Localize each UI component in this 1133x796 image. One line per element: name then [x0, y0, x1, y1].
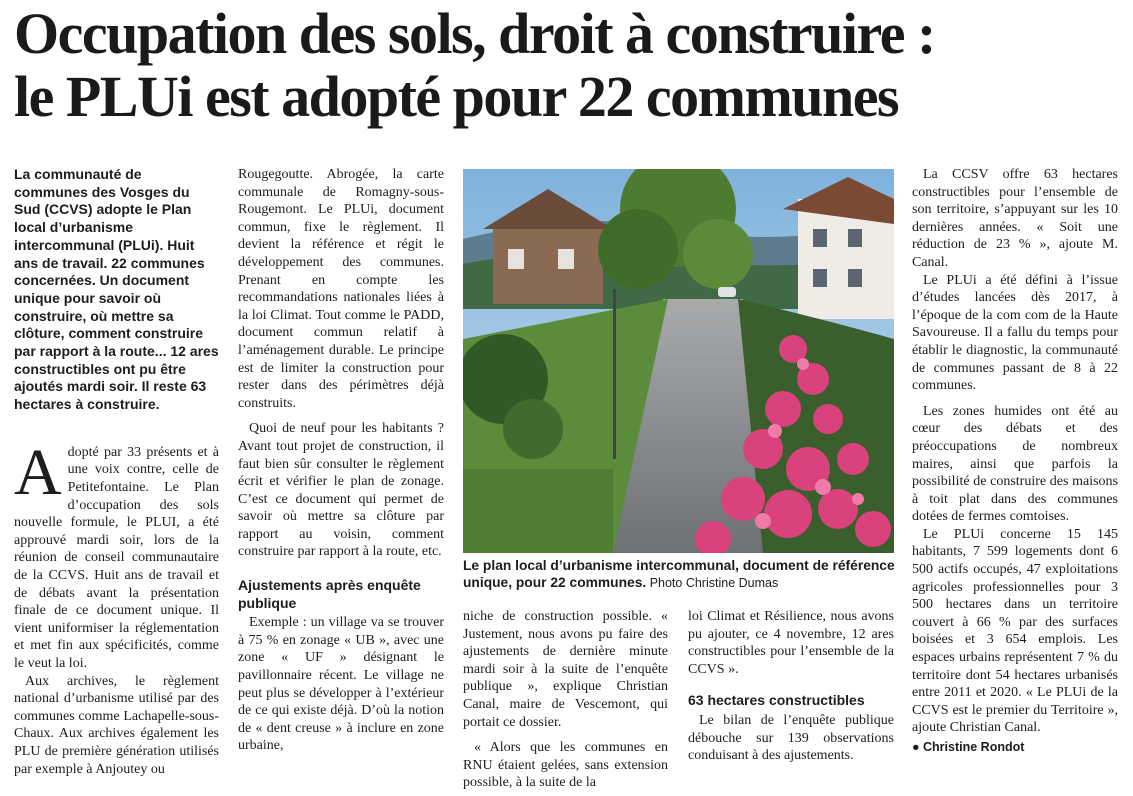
paragraph: niche de construction possible. « Justement, nous avons pu faire des ajustements de dernière minute mardi soir à la suite de l’enquête publique », explique Christian Canal, maire de Vescemont, qui portait ce dossier. — [463, 609, 668, 730]
dropcap: A — [14, 435, 62, 509]
paragraph: Aux archives, le règlement national d’urbanisme utilisé par des communes comme Lachapelle-sous-Chaux. Aux archives également les PLU de première génération utilisés par exemple à Anjoutey ou — [14, 673, 219, 777]
column-4 — [688, 608, 894, 765]
paragraph: Exemple : un village va se trouver à 75 % en zonage « UB », avec une zone « UF » désignant le pavillonnaire récent. Le village ne peut plus se développer à l’extérieur de ce qui existe déjà. D’où la notion de « dent creuse » à inclure en zone urbaine, — [238, 615, 444, 754]
photo-credit: Photo Christine Dumas — [649, 576, 779, 590]
paragraph: Le bilan de l’enquête publique débouche sur 139 observations conduisant à des ajustements. — [688, 712, 894, 764]
paragraph: « Alors que les communes en RNU étaient gelées, sans extension possible, à la suite de la — [463, 740, 668, 791]
chapo: La communauté de communes des Vosges du Sud (CCVS) adopte le Plan local d’urbanisme intercommunal (PLUi). Huit ans de travail. 22 communes concernées. Un document unique pour savoir où construire, où mettre sa clôture, comment construire par rapport à la route... 12 ares constructibles ont pu être ajoutés mardi soir. Il reste 63 hectares à construire. — [14, 166, 219, 413]
column-2 — [238, 166, 444, 755]
photo-caption — [463, 557, 895, 592]
paragraph: loi Climat et Résilience, nous avons pu ajouter, ce 4 novembre, 12 ares constructibles pour l’ensemble de la CCVS ». — [688, 609, 894, 677]
article-photo — [463, 169, 894, 553]
headline-line-2: le PLUi est adopté pour 22 communes — [14, 64, 899, 129]
column-3 — [463, 608, 668, 792]
subhead-hectares: 63 hectares constructibles — [688, 692, 865, 709]
headline-line-1: Occupation des sols, droit à construire : — [14, 1, 935, 66]
headline — [14, 2, 1124, 128]
paragraph: Quoi de neuf pour les habitants ? Avant tout projet de construction, il faut bien sûr consulter le règlement écrit et vérifier le plan de zonage. C’est ce document qui permet de savoir où mettre sa clôture par rapport au voisin, comment construire par rapport à la route, etc. — [238, 421, 444, 560]
caption-text: Le plan local d’urbanisme intercommunal, document de référence unique, pour 22 communes. — [463, 558, 895, 590]
paragraph: Rougegoutte. Abrogée, la carte communale de Romagny-sous-Rougemont. Le PLUi, document commun, fixe le règlement. Il devient la référence et régit le développement des communes. Prenant en compte les recommandations nationales liées à la loi Climat. Tout comme le PADD, document commun relatif à l’aménagement durable. Le principe est de limiter la construction pour rester dans des périmètres déjà construits. — [238, 167, 444, 411]
lead-paragraph: Adopté par 33 présents et à une voix contre, celle de Petitefontaine. Le Plan d’occupation des sols nouvelle formule, le PLUI, a été approuvé mardi soir, lors de la réunion de conseil communautaire de la CCVS. Huit ans de travail et de débats avant la présentation finale de ce document unique. Il vient uniformiser la réglementation et met fin aux spécificités, comme le veut la loi. — [14, 435, 219, 671]
paragraph: La CCSV offre 63 hectares constructibles pour l’ensemble de son territoire, s’appuyant sur les 10 dernières années. « Soit une réduction de 23 % », ajoute M. Canal. — [912, 167, 1118, 270]
paragraph: Le PLUi concerne 15 145 habitants, 7 599 logements dont 6 500 actifs occupés, 47 exploitations agricoles professionnelles pour 3 500 hectares dans un territoire couvert à 66 % par des surfaces boisées et 3 654 emplois. Les espaces urbains représentent 7 % du territoire dont 54 hectares urbanisés entre 2011 et 2020. « Le PLUi de la CCVS est le premier du Territoire », ajoute Christian Canal. — [912, 526, 1118, 736]
paragraph: Le PLUi a été défini à l’issue d’études lancées dès 2017, à l’époque de la com com de la Haute Savoureuse. Il a fallu du temps pour établir le diagnostic, la communauté de communes passant de 8 à 22 communes. — [912, 272, 1118, 394]
column-5 — [912, 166, 1118, 757]
column-1 — [14, 166, 219, 778]
paragraph: Les zones humides ont été au cœur des débats et des préoccupations de nombreux maires, ainsi que parfois la possibilité de construire des maisons à toit plat dans des communes dotées de fermes comtoises. — [912, 403, 1118, 525]
subhead-ajustements: Ajustements après enquête publique — [238, 577, 421, 611]
byline: ● Christine Rondot — [912, 740, 1025, 754]
